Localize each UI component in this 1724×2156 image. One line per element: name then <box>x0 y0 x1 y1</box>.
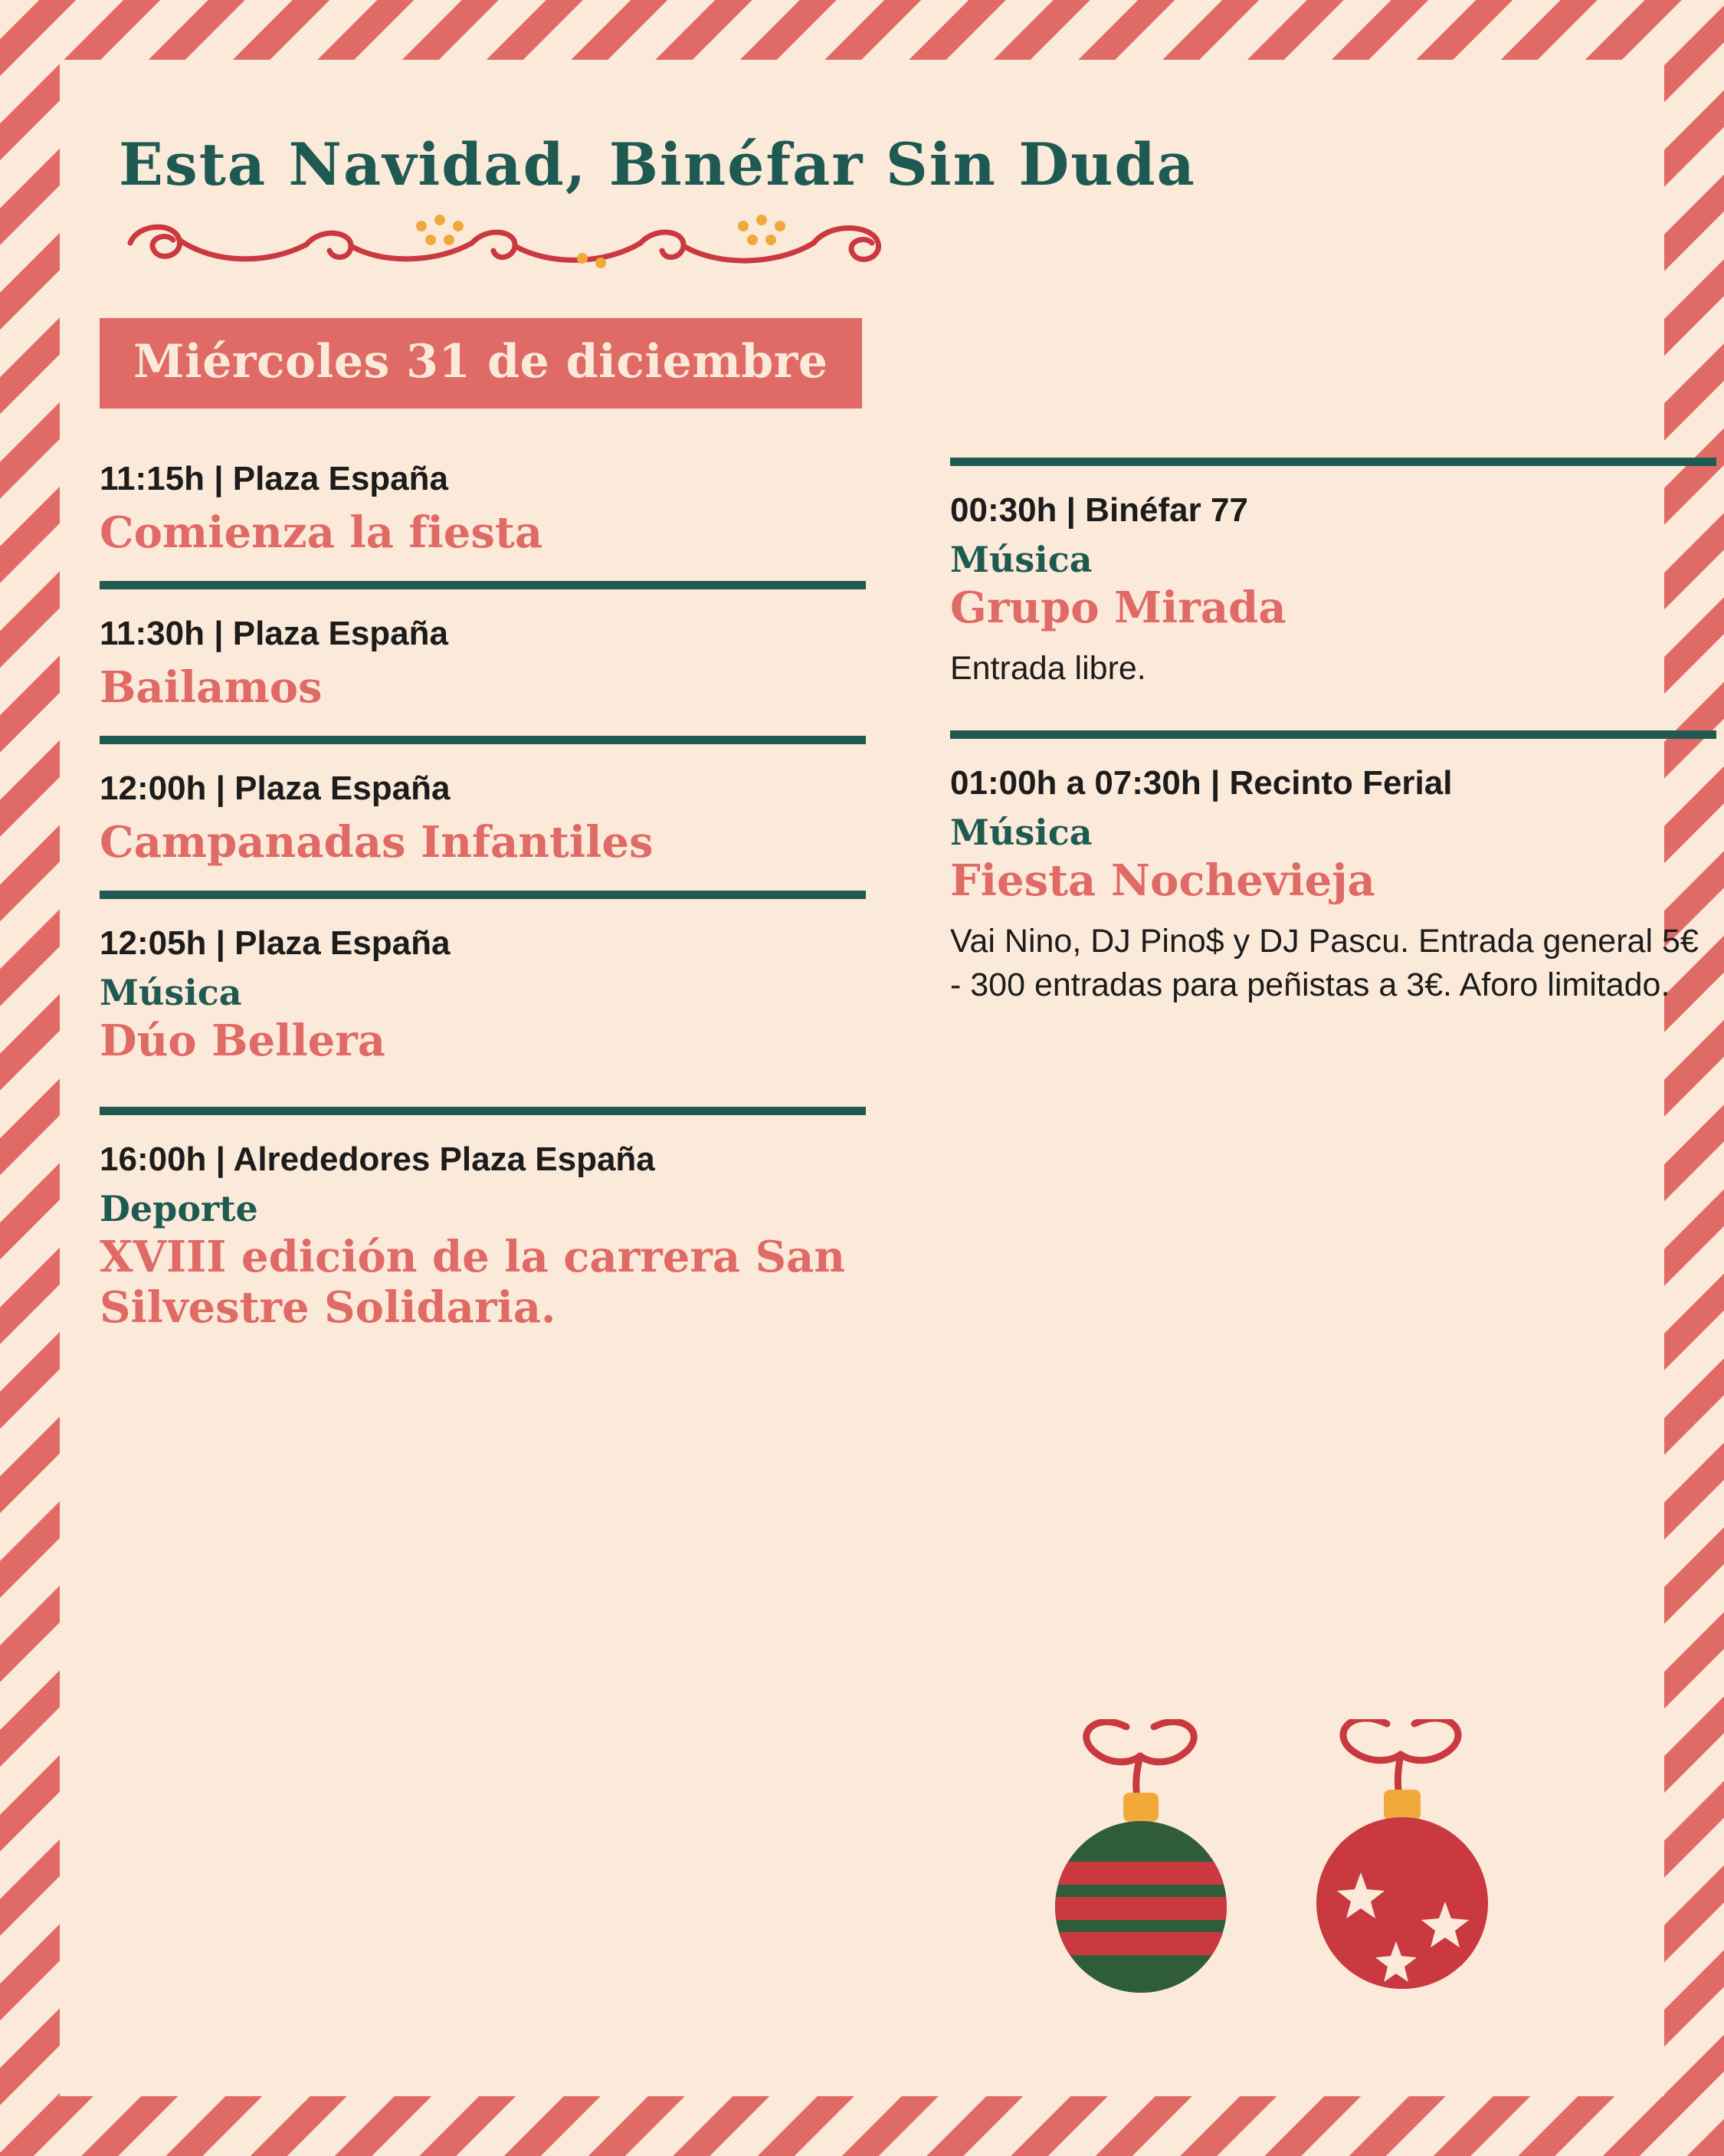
list-item <box>950 762 1716 1007</box>
list-item <box>100 612 866 713</box>
page-title: Esta Navidad, Binéfar Sin Duda <box>119 130 1196 199</box>
date-banner <box>100 318 862 409</box>
event-time-location: 01:00h a 07:30h | Recinto Ferial <box>950 764 1453 802</box>
event-time-location: 11:30h | Plaza España <box>100 615 448 653</box>
event-time-location: 12:05h | Plaza España <box>100 924 451 963</box>
christmas-ornament-icon <box>1316 1719 1488 1989</box>
schedule-column-left <box>100 458 866 1333</box>
event-title: Fiesta Nochevieja <box>950 855 1375 907</box>
date-banner-label: Miércoles 31 de diciembre <box>133 335 828 389</box>
schedule-columns <box>100 458 1699 1333</box>
list-item <box>100 1138 866 1333</box>
event-title: Grupo Mirada <box>950 582 1286 634</box>
event-title: Bailamos <box>100 662 323 714</box>
event-note: Entrada libre. <box>950 650 1146 687</box>
event-time-location: 00:30h | Binéfar 77 <box>950 491 1248 529</box>
event-time-location: 12:00h | Plaza España <box>100 770 451 808</box>
event-title: Campanadas Infantiles <box>100 817 654 868</box>
divider <box>100 891 866 899</box>
divider <box>100 581 866 589</box>
event-category: Música <box>100 972 242 1014</box>
divider <box>100 736 866 744</box>
divider <box>950 458 1716 466</box>
christmas-ornament-icon <box>1050 1721 1234 1993</box>
event-title: Dúo Bellera <box>100 1016 386 1067</box>
event-title: Comienza la fiesta <box>100 507 543 558</box>
event-category: Música <box>950 539 1093 580</box>
list-item <box>950 489 1716 691</box>
event-time-location: 11:15h | Plaza España <box>100 460 448 497</box>
divider <box>950 730 1716 739</box>
list-item <box>100 922 866 1066</box>
list-item <box>100 458 866 558</box>
list-item <box>100 767 866 868</box>
event-category: Música <box>950 812 1093 854</box>
event-category: Deporte <box>100 1187 258 1229</box>
schedule-column-right <box>950 458 1716 1333</box>
divider <box>100 1107 866 1115</box>
event-title: XVIII edición de la carrera San Silvestre Solidaria. <box>100 1231 846 1333</box>
ornaments-decoration <box>1019 1719 1601 2041</box>
event-time-location: 16:00h | Alrededores Plaza España <box>100 1140 655 1178</box>
swirl-flourish-icon <box>115 209 1624 278</box>
event-note: Vai Nino, DJ Pino$ y DJ Pascu. Entrada general 5€ - 300 entradas para peñistas a 3€. Aforo limitado. <box>950 923 1699 1004</box>
